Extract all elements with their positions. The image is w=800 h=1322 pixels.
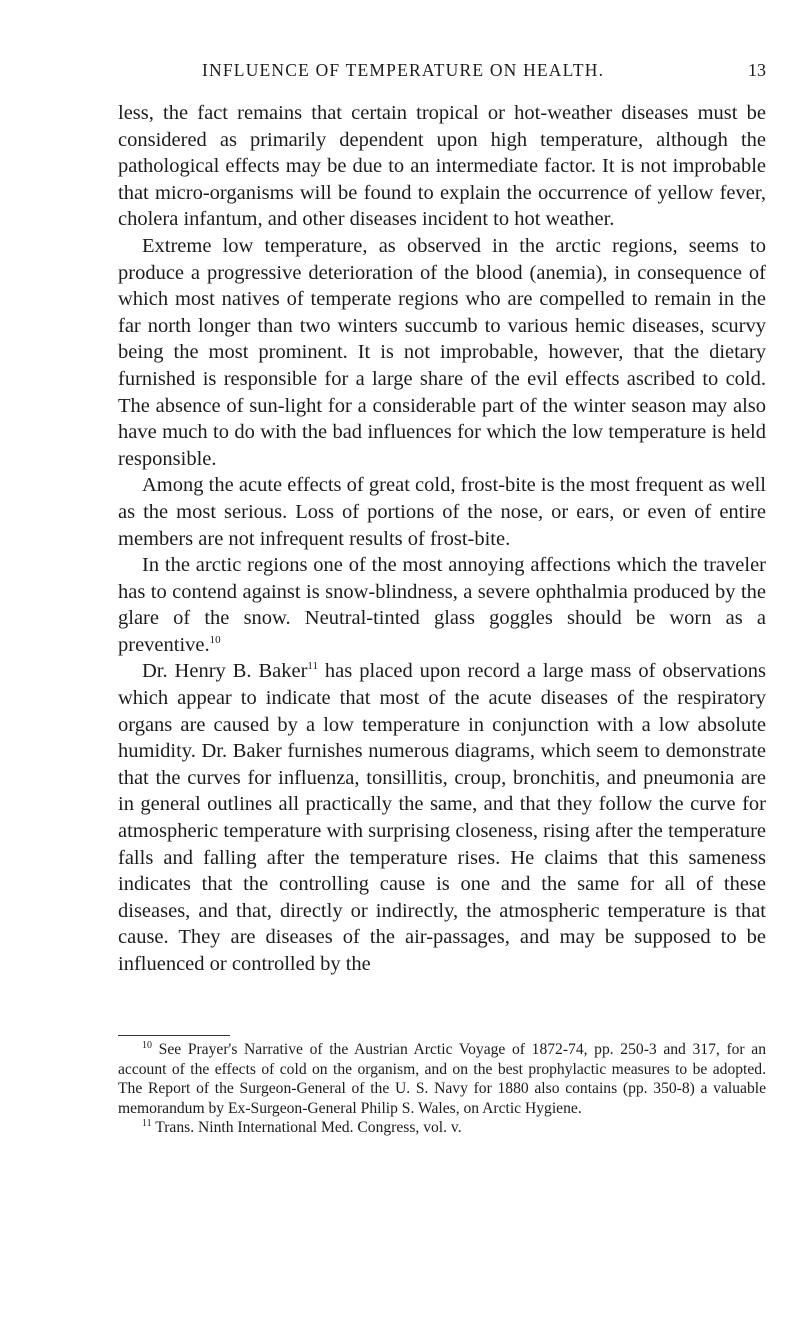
footnote-divider xyxy=(118,1035,230,1036)
footnotes xyxy=(118,1040,766,1138)
paragraph-baker-lead: Dr. Henry B. Baker xyxy=(142,660,308,683)
footnote-11 xyxy=(118,1118,766,1138)
running-head: INFLUENCE OF TEMPERATURE ON HEALTH. xyxy=(202,60,605,80)
footnote-ref-11: 11 xyxy=(307,660,318,673)
paragraph-baker-text: has placed upon record a large mass of observations which appear to indicate that most of the acute diseases of the respiratory organs are caused by a low temperature in conjunction with a low absolute humidity. Dr. Baker furnishes numerous diagrams, which seem to demonstrate that the curves for influenza, tonsillitis, croup, bronchitis, and pneumonia are in general outlines all practically the same, and that they follow the curve for atmospheric temperature with surprising closeness, rising after the temperature falls and falling after the temperature rises. He claims that this sameness indicates that the controlling cause is one and the same for all of these diseases, and that, directly or indirectly, the atmospheric temperature is that cause. They are diseases of the air-passages, and may be supposed to be influenced or controlled by the xyxy=(118,660,766,975)
footnote-10-text: See Prayer's Narrative of the Austrian Arctic Voyage of 1872-74, pp. 250-3 and 317, for an account of the effects of cold on the organism, and on the best prophylactic measures to be adopted. The Report of the Surgeon-General of the U. S. Navy for 1880 also contains (pp. 350-8) a valuable memorandum by Ex-Surgeon-General Philip S. Wales, on Arctic Hygiene. xyxy=(118,1041,766,1117)
paragraph-snow-blindness xyxy=(118,552,766,658)
paragraph-low-temperature: Extreme low temperature, as observed in the arctic regions, seems to produce a progressive deterioration of the blood (anemia), in consequence of which most natives of temperate regions who are compelled to remain in the far north longer than two winters succumb to various hemic diseases, scurvy being the most prominent. It is not improbable, however, that the dietary furnished is responsible for a large share of the evil effects ascribed to cold. The absence of sun-light for a considerable part of the winter season may also have much to do with the bad influences for which the low temperature is held responsible. xyxy=(118,234,766,470)
footnote-10 xyxy=(118,1040,766,1118)
page-number: 13 xyxy=(748,60,766,80)
footnote-ref-10: 10 xyxy=(209,634,221,647)
footnote-11-text: Trans. Ninth International Med. Congress, vol. v. xyxy=(151,1119,462,1136)
paragraph-continued: less, the fact remains that certain tropical or hot-weather diseases must be considered as primarily dependent upon high temperature, although the pathological effects may be due to an intermediate factor. It is not improbable that micro-organisms will be found to explain the occurrence of yellow fever, cholera infantum, and other diseases incident to hot weather. xyxy=(118,102,766,231)
page-header xyxy=(118,60,766,82)
paragraph-baker xyxy=(118,658,766,977)
paragraph-snow-blindness-text: In the arctic regions one of the most annoying affections which the traveler has to contend against is snow-blindness, a severe ophthalmia produced by the glare of the snow. Neutral-tinted glass goggles should be worn as a preventive. xyxy=(118,554,766,656)
footnote-10-mark: 10 xyxy=(142,1039,152,1051)
paragraph-frost-bite: Among the acute effects of great cold, frost-bite is the most frequent as well as the most serious. Loss of portions of the nose, or ears, or even of entire members are not infrequent results of frost-bite. xyxy=(118,474,766,550)
body-text xyxy=(118,100,766,978)
footnote-11-mark: 11 xyxy=(142,1117,152,1129)
